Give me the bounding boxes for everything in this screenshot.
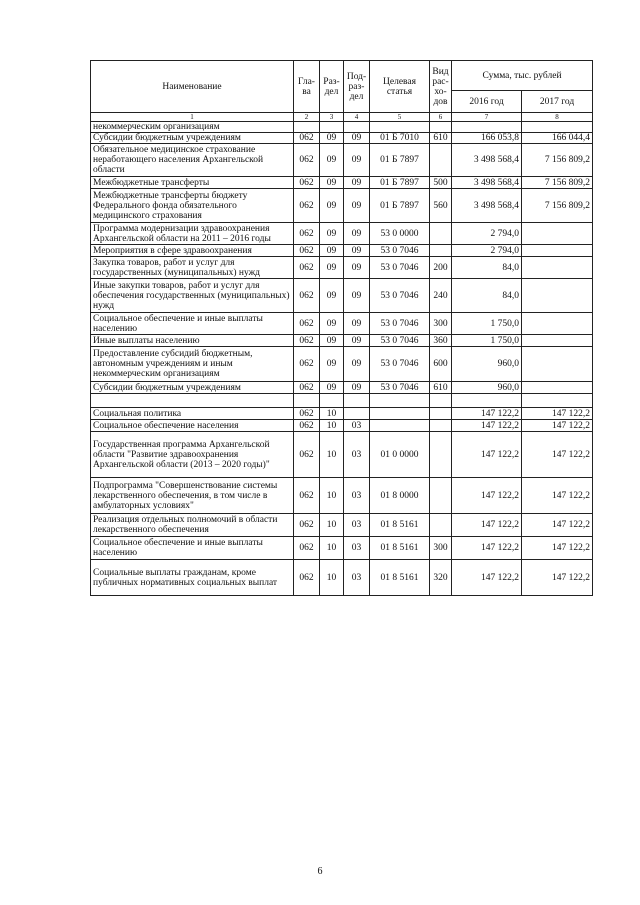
row-target: 01 8 5161	[370, 514, 430, 537]
table-row	[91, 394, 593, 408]
row-sum-2016: 1 750,0	[452, 313, 522, 335]
row-name: Программа модернизации здравоохранения Архангельской области на 2011 – 2016 годы	[91, 223, 294, 245]
row-vid: 600	[430, 347, 452, 382]
header-vid: Вид рас- хо- дов	[430, 61, 452, 113]
header-podrazdel: Под- раз- дел	[344, 61, 370, 113]
row-name: Субсидии бюджетным учреждениям	[91, 382, 294, 394]
row-sum-2017	[522, 279, 593, 313]
row-target: 01 Б 7010	[370, 133, 430, 144]
header-name: Наименование	[91, 61, 294, 113]
row-podrazdel	[344, 122, 370, 133]
row-target	[370, 394, 430, 408]
table-row	[91, 279, 593, 313]
table-row	[91, 335, 593, 347]
row-vid: 360	[430, 335, 452, 347]
table-row	[91, 514, 593, 537]
row-name: Иные закупки товаров, работ и услуг для обеспечения государственных (муниципальных) нужд	[91, 279, 294, 313]
row-podrazdel: 03	[344, 420, 370, 432]
row-podrazdel: 09	[344, 257, 370, 279]
row-sum-2017: 147 122,2	[522, 420, 593, 432]
row-vid	[430, 144, 452, 177]
row-sum-2016: 84,0	[452, 279, 522, 313]
row-razdel: 10	[320, 408, 344, 420]
table-row	[91, 122, 593, 133]
table-row	[91, 560, 593, 596]
row-sum-2016: 147 122,2	[452, 478, 522, 514]
row-sum-2016	[452, 394, 522, 408]
row-sum-2017	[522, 382, 593, 394]
row-vid: 240	[430, 279, 452, 313]
row-name: Обязательное медицинское страхование неработающего населения Архангельской области	[91, 144, 294, 177]
row-razdel: 09	[320, 189, 344, 223]
row-razdel: 09	[320, 382, 344, 394]
row-vid	[430, 420, 452, 432]
row-vid	[430, 223, 452, 245]
table-row	[91, 177, 593, 189]
row-podrazdel	[344, 394, 370, 408]
row-vid: 610	[430, 382, 452, 394]
row-razdel: 10	[320, 420, 344, 432]
row-podrazdel: 09	[344, 223, 370, 245]
row-name: Подпрограмма "Совершенствование системы лекарственного обеспечения, в том числе в амбулаторных условиях"	[91, 478, 294, 514]
row-vid	[430, 432, 452, 478]
table-row	[91, 144, 593, 177]
table-row	[91, 189, 593, 223]
row-podrazdel	[344, 408, 370, 420]
row-sum-2016: 2 794,0	[452, 223, 522, 245]
row-razdel: 09	[320, 223, 344, 245]
row-glava: 062	[294, 144, 320, 177]
row-podrazdel: 09	[344, 313, 370, 335]
table-row	[91, 408, 593, 420]
table-row	[91, 347, 593, 382]
colnum: 6	[430, 113, 452, 122]
row-glava: 062	[294, 335, 320, 347]
colnum: 8	[522, 113, 593, 122]
header-glava: Гла- ва	[294, 61, 320, 113]
row-sum-2016: 147 122,2	[452, 432, 522, 478]
budget-table	[90, 60, 593, 596]
table-row	[91, 223, 593, 245]
row-sum-2016: 960,0	[452, 382, 522, 394]
row-target: 01 Б 7897	[370, 177, 430, 189]
row-target: 53 0 7046	[370, 279, 430, 313]
colnum: 4	[344, 113, 370, 122]
row-sum-2017	[522, 335, 593, 347]
row-razdel: 09	[320, 144, 344, 177]
table-body	[91, 122, 593, 596]
page-number: 6	[317, 866, 323, 877]
row-sum-2016: 166 053,8	[452, 133, 522, 144]
row-target: 01 8 5161	[370, 537, 430, 560]
row-razdel	[320, 394, 344, 408]
colnum: 3	[320, 113, 344, 122]
row-razdel: 09	[320, 133, 344, 144]
row-razdel: 10	[320, 537, 344, 560]
row-glava: 062	[294, 478, 320, 514]
row-sum-2016: 1 750,0	[452, 335, 522, 347]
row-glava: 062	[294, 257, 320, 279]
row-razdel: 10	[320, 560, 344, 596]
row-name: Субсидии бюджетным учреждениям	[91, 133, 294, 144]
row-glava: 062	[294, 432, 320, 478]
row-razdel: 09	[320, 245, 344, 257]
row-name	[91, 394, 294, 408]
row-razdel: 10	[320, 478, 344, 514]
row-razdel	[320, 122, 344, 133]
row-podrazdel: 03	[344, 537, 370, 560]
row-glava: 062	[294, 382, 320, 394]
row-target: 01 Б 7897	[370, 144, 430, 177]
row-razdel: 10	[320, 432, 344, 478]
row-glava: 062	[294, 408, 320, 420]
row-name: Предоставление субсидий бюджетным, автономным учреждениям и иным некоммерческим организациям	[91, 347, 294, 382]
table-row	[91, 432, 593, 478]
row-vid	[430, 122, 452, 133]
row-target: 01 Б 7897	[370, 189, 430, 223]
row-glava: 062	[294, 189, 320, 223]
row-sum-2017	[522, 223, 593, 245]
table-row	[91, 382, 593, 394]
row-name: некоммерческим организациям	[91, 122, 294, 133]
row-target: 53 0 7046	[370, 382, 430, 394]
row-sum-2017: 147 122,2	[522, 478, 593, 514]
row-vid	[430, 478, 452, 514]
row-glava: 062	[294, 537, 320, 560]
row-glava: 062	[294, 420, 320, 432]
row-podrazdel: 03	[344, 432, 370, 478]
row-name: Социальная политика	[91, 408, 294, 420]
table-row	[91, 133, 593, 144]
row-sum-2017	[522, 245, 593, 257]
table-row	[91, 257, 593, 279]
row-target: 53 0 7046	[370, 335, 430, 347]
column-number-row	[91, 113, 593, 122]
row-vid	[430, 408, 452, 420]
row-razdel: 09	[320, 347, 344, 382]
row-sum-2017: 166 044,4	[522, 133, 593, 144]
row-razdel: 10	[320, 514, 344, 537]
table-row	[91, 245, 593, 257]
row-sum-2017	[522, 122, 593, 133]
row-name: Социальные выплаты гражданам, кроме публичных нормативных социальных выплат	[91, 560, 294, 596]
row-sum-2016	[452, 122, 522, 133]
row-sum-2016: 2 794,0	[452, 245, 522, 257]
row-name: Закупка товаров, работ и услуг для государственных (муниципальных) нужд	[91, 257, 294, 279]
row-glava: 062	[294, 245, 320, 257]
row-vid: 500	[430, 177, 452, 189]
row-podrazdel: 03	[344, 560, 370, 596]
row-podrazdel: 09	[344, 144, 370, 177]
row-sum-2016: 147 122,2	[452, 420, 522, 432]
row-glava	[294, 122, 320, 133]
row-sum-2017: 147 122,2	[522, 514, 593, 537]
row-glava: 062	[294, 347, 320, 382]
row-sum-2017: 7 156 809,2	[522, 177, 593, 189]
row-podrazdel: 09	[344, 189, 370, 223]
row-sum-2016: 3 498 568,4	[452, 189, 522, 223]
header-target: Целевая статья	[370, 61, 430, 113]
row-name: Социальное обеспечение населения	[91, 420, 294, 432]
row-target	[370, 122, 430, 133]
table-row	[91, 537, 593, 560]
row-vid	[430, 245, 452, 257]
row-sum-2017: 147 122,2	[522, 560, 593, 596]
row-podrazdel: 09	[344, 279, 370, 313]
table-row	[91, 478, 593, 514]
row-sum-2016: 147 122,2	[452, 537, 522, 560]
row-target: 01 8 5161	[370, 560, 430, 596]
row-podrazdel: 09	[344, 382, 370, 394]
row-vid: 610	[430, 133, 452, 144]
row-target: 01 8 0000	[370, 478, 430, 514]
colnum: 2	[294, 113, 320, 122]
header-razdel: Раз- дел	[320, 61, 344, 113]
row-vid: 200	[430, 257, 452, 279]
row-sum-2017	[522, 257, 593, 279]
row-sum-2017: 147 122,2	[522, 537, 593, 560]
row-podrazdel: 09	[344, 335, 370, 347]
row-vid	[430, 514, 452, 537]
row-target: 01 0 0000	[370, 432, 430, 478]
row-vid: 300	[430, 313, 452, 335]
row-sum-2016: 147 122,2	[452, 514, 522, 537]
row-name: Иные выплаты населению	[91, 335, 294, 347]
row-name: Социальное обеспечение и иные выплаты населению	[91, 313, 294, 335]
row-sum-2016: 147 122,2	[452, 408, 522, 420]
row-glava: 062	[294, 223, 320, 245]
header-year-2017: 2017 год	[522, 91, 593, 113]
table-row	[91, 420, 593, 432]
row-name: Мероприятия в сфере здравоохранения	[91, 245, 294, 257]
header-year-2016: 2016 год	[452, 91, 522, 113]
row-razdel: 09	[320, 279, 344, 313]
row-podrazdel: 03	[344, 478, 370, 514]
row-sum-2016: 3 498 568,4	[452, 177, 522, 189]
row-podrazdel: 09	[344, 245, 370, 257]
row-podrazdel: 03	[344, 514, 370, 537]
row-target: 53 0 0000	[370, 223, 430, 245]
row-target	[370, 408, 430, 420]
row-podrazdel: 09	[344, 177, 370, 189]
row-glava	[294, 394, 320, 408]
row-name: Межбюджетные трансферты	[91, 177, 294, 189]
row-razdel: 09	[320, 177, 344, 189]
row-glava: 062	[294, 133, 320, 144]
row-sum-2017: 7 156 809,2	[522, 189, 593, 223]
row-sum-2016: 960,0	[452, 347, 522, 382]
colnum: 7	[452, 113, 522, 122]
row-sum-2016: 3 498 568,4	[452, 144, 522, 177]
row-name: Межбюджетные трансферты бюджету Федерального фонда обязательного медицинского страхования	[91, 189, 294, 223]
row-sum-2017	[522, 347, 593, 382]
row-target	[370, 420, 430, 432]
row-target: 53 0 7046	[370, 313, 430, 335]
row-sum-2017	[522, 313, 593, 335]
row-target: 53 0 7046	[370, 347, 430, 382]
row-sum-2017: 147 122,2	[522, 408, 593, 420]
colnum: 1	[91, 113, 294, 122]
row-vid: 560	[430, 189, 452, 223]
row-razdel: 09	[320, 313, 344, 335]
row-vid	[430, 394, 452, 408]
row-target: 53 0 7046	[370, 245, 430, 257]
row-target: 53 0 7046	[370, 257, 430, 279]
row-sum-2017: 7 156 809,2	[522, 144, 593, 177]
row-sum-2017	[522, 394, 593, 408]
row-vid: 320	[430, 560, 452, 596]
row-vid: 300	[430, 537, 452, 560]
row-name: Реализация отдельных полномочий в области лекарственного обеспечения	[91, 514, 294, 537]
colnum: 5	[370, 113, 430, 122]
header-sum: Сумма, тыс. рублей	[452, 61, 593, 91]
row-name: Государственная программа Архангельской области "Развитие здравоохранения Архангельской области (2013 – 2020 годы)"	[91, 432, 294, 478]
row-sum-2017: 147 122,2	[522, 432, 593, 478]
row-glava: 062	[294, 514, 320, 537]
row-podrazdel: 09	[344, 347, 370, 382]
row-glava: 062	[294, 279, 320, 313]
row-glava: 062	[294, 177, 320, 189]
row-name: Социальное обеспечение и иные выплаты населению	[91, 537, 294, 560]
row-razdel: 09	[320, 257, 344, 279]
row-podrazdel: 09	[344, 133, 370, 144]
table-row	[91, 313, 593, 335]
row-glava: 062	[294, 313, 320, 335]
row-sum-2016: 84,0	[452, 257, 522, 279]
row-razdel: 09	[320, 335, 344, 347]
row-glava: 062	[294, 560, 320, 596]
row-sum-2016: 147 122,2	[452, 560, 522, 596]
